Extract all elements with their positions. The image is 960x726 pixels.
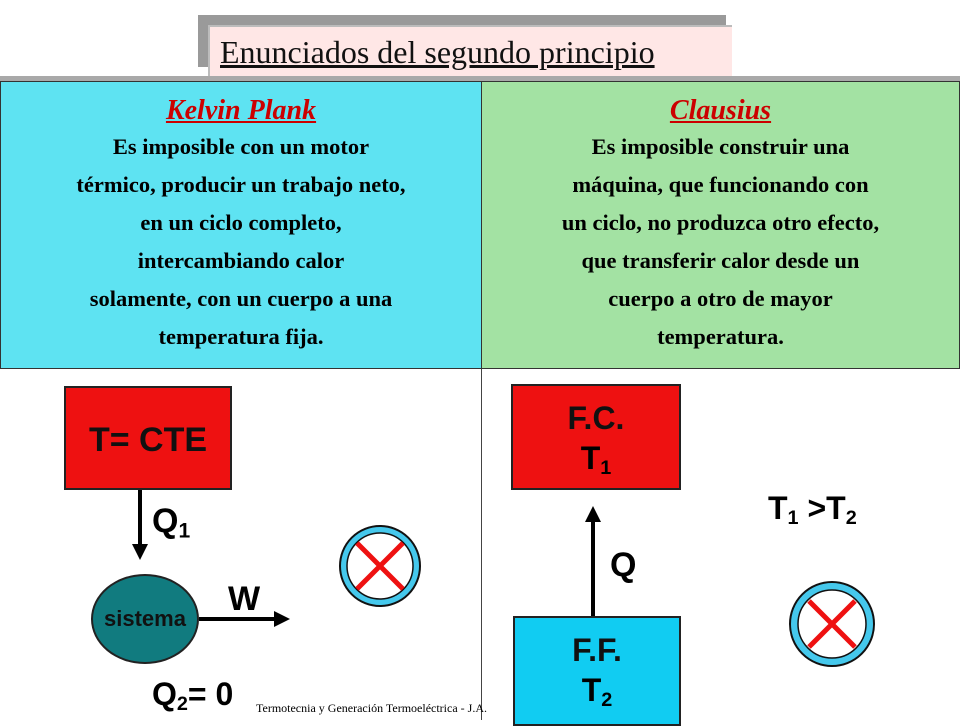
relation-t1: T (768, 490, 788, 526)
q2-symbol: Q (152, 676, 177, 712)
kelvin-line: temperatura fija. (158, 324, 324, 349)
cold-temp-label (582, 670, 613, 720)
kelvin-heading: Kelvin Plank (165, 95, 317, 126)
clausius-line: que transferir calor desde un (581, 248, 860, 273)
hot-reservoir-label: F.C. (567, 400, 625, 436)
forbidden-icon (340, 526, 420, 606)
clausius-line: un ciclo, no produzca otro efecto, (561, 210, 880, 235)
clausius-line: cuerpo a otro de mayor (608, 286, 833, 311)
system-label: sistema (104, 606, 186, 631)
clausius-heading: Clausius (669, 95, 772, 126)
cold-reservoir-box (513, 616, 681, 726)
page-title: Enunciados del segundo principio (220, 34, 655, 70)
footer-text: Termotecnia y Generación Termoeléctrica - J.A. (256, 701, 487, 715)
cold-temp-symbol: T (581, 672, 602, 708)
hot-temp-subscript: 1 (600, 456, 612, 479)
hot-reservoir-box (511, 384, 681, 490)
kelvin-line: intercambiando calor (137, 248, 345, 273)
forbidden-icon (790, 582, 874, 666)
heat-source-box (64, 386, 232, 490)
kelvin-line: Es imposible con un motor (112, 134, 370, 159)
kelvin-line: en un ciclo completo, (140, 210, 342, 235)
relation-sub2: 2 (845, 506, 857, 529)
hot-temp-label (581, 438, 612, 488)
cold-reservoir-label: F.F. (572, 632, 622, 668)
q1-label (152, 502, 190, 543)
heat-flow-label (610, 546, 636, 585)
q1-symbol: Q (152, 502, 179, 540)
heat-flow-symbol: Q (610, 546, 637, 584)
clausius-line: temperatura. (657, 324, 784, 349)
system-ellipse (91, 574, 199, 664)
q2-value: = 0 (187, 676, 234, 712)
work-label (228, 580, 260, 619)
heat-source-label: T= CTE (88, 421, 208, 459)
cold-temp-subscript: 2 (601, 688, 613, 711)
hot-temp-symbol: T (580, 440, 601, 476)
clausius-line: máquina, que funcionando con (572, 172, 869, 197)
clausius-line: Es imposible construir una (591, 134, 850, 159)
kelvin-line: térmico, producir un trabajo neto, (76, 172, 406, 197)
temperature-relation (768, 490, 857, 530)
kelvin-line: solamente, con un cuerpo a una (89, 286, 393, 311)
relation-sub1: 1 (787, 506, 799, 529)
work-symbol: W (228, 580, 261, 618)
q2-label (152, 676, 233, 716)
q2-subscript: 2 (176, 692, 188, 715)
q1-subscript: 1 (178, 519, 191, 543)
relation-operator: >T (798, 490, 846, 526)
